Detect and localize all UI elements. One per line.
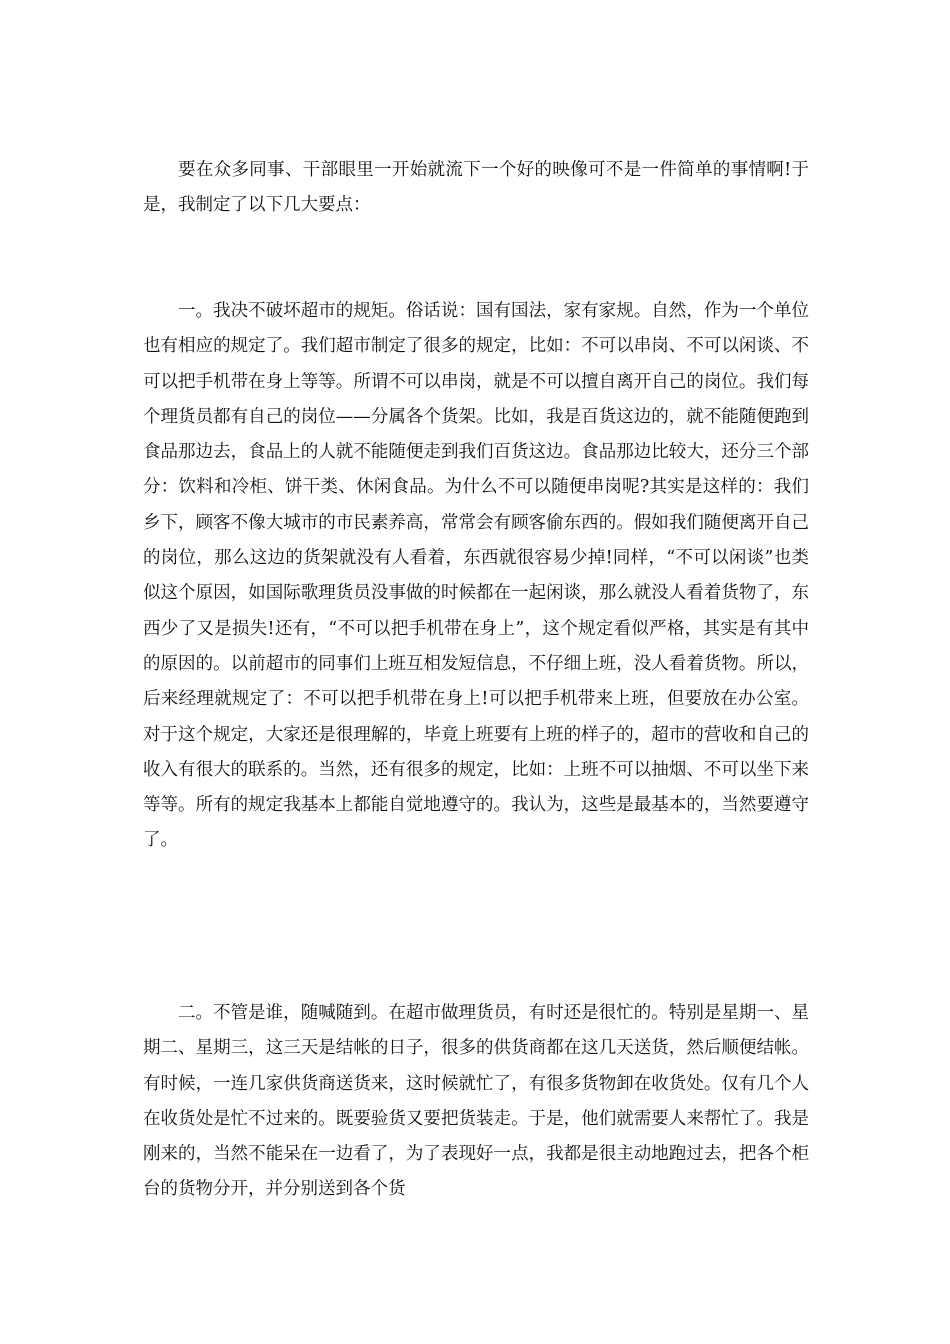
paragraph-rule-one: 一。我决不破坏超市的规矩。俗话说：国有国法，家有家规。自然，作为一个单位也有相应的规定了。我们超市制定了很多的规定，比如：不可以串岗、不可以闲谈、不可以把手机带在身上等等。所谓不可以串岗，就是不可以擅自离开自己的岗位。我们每个理货员都有自己的岗位——分属各个货架。比如，我是百货这边的，就不能随便跑到食品那边去，食品上的人就不能随便走到我们百货这边。食品那边比较大，还分三个部分：饮料和冷柜、饼干类、休闲食品。为什么不可以随便串岗呢?其实是这样的：我们乡下，顾客不像大城市的市民素养高，常常会有顾客偷东西的。假如我们随便离开自己的岗位，那么这边的货架就没有人看着，东西就很容易少掉!同样，“不可以闲谈”也类似这个原因，如国际歌理货员没事做的时候都在一起闲谈，那么就没人看着货物了，东西少了又是损失!还有，“不可以把手机带在身上”，这个规定看似严格，其实是有其中的原因的。以前超市的同事们上班互相发短信息，不仔细上班，没人看着货物。所以，后来经理就规定了：不可以把手机带在身上!可以把手机带来上班，但要放在办公室。对于这个规定，大家还是很理解的，毕竟上班要有上班的样子的，超市的营收和自己的收入有很大的联系的。当然，还有很多的规定，比如：上班不可以抽烟、不可以坐下来等等。所有的规定我基本上都能自觉地遵守的。我认为，这些是最基本的，当然要遵守了。: [143, 301, 809, 851]
paragraph-rule-two: 二。不管是谁，随喊随到。在超市做理货员，有时还是很忙的。特别是星期一、星期二、星期三，这三天是结帐的日子，很多的供货商都在这几天送货，然后顺便结帐。有时候，一连几家供货商送货来，这时候就忙了，有很多货物卸在收货处。仅有几个人在收货处是忙不过来的。既要验货又要把货装走。于是，他们就需要人来帮忙了。我是刚来的，当然不能呆在一边看了，为了表现好一点，我都是很主动地跑过去，把各个柜台的货物分开，并分别送到各个货: [143, 1003, 809, 1200]
paragraph-intro: 要在众多同事、干部眼里一开始就流下一个好的映像可不是一件简单的事情啊!于是，我制定了以下几大要点：: [143, 160, 809, 216]
